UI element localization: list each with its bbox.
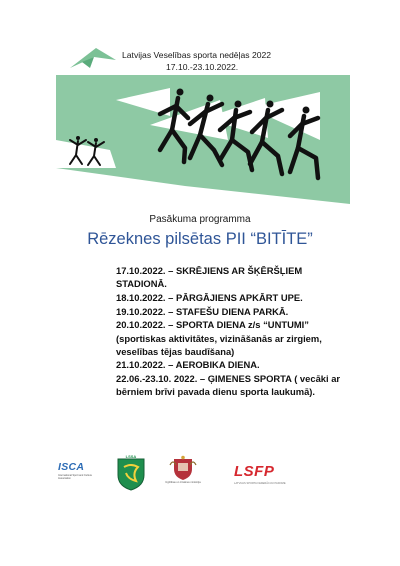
isca-logo-subtext: International Sport and Culture Association: [58, 474, 93, 480]
schedule-item: 18.10.2022. – PĀRGĀJIENS APKĀRT UPE.: [116, 291, 303, 303]
lsfp-logo: LSFP: [234, 463, 275, 480]
event-dates: 17.10.-23.10.2022.: [166, 62, 239, 72]
schedule-item: 20.10.2022. – SPORTA DIENA z/s “UNTUMI” (sportiskas aktivitātes, vizināšanās ar zirgiem, veselības tējas baudīšana): [116, 319, 322, 357]
isca-logo: [58, 461, 98, 480]
ministry-coat-of-arms-icon: [168, 455, 198, 481]
school-name: Rēzeknes pilsētas PII “BITĪTE”: [87, 230, 313, 248]
schedule-item: 19.10.2022. – STAFEŠU DIENA PARKĀ.: [116, 305, 289, 317]
event-title: Latvijas Veselības sporta nedēļas 2022: [122, 50, 272, 60]
lssa-logo-icon: [116, 455, 146, 491]
ministry-logo-subtext: Izglītības un zinātnes ministrija: [165, 481, 201, 484]
lsfp-logo-subtext: LATVIJAS SPORTA FEDERĀCIJU PADOME: [234, 482, 286, 485]
banner-illustration: [0, 75, 400, 207]
schedule-item: 22.06.-23.10. 2022. – ĢIMENES SPORTA ( vecāki ar bērniem brīvi pavada dienu sporta laukumā).: [116, 373, 341, 398]
lssa-logo-text: LSSA: [125, 455, 137, 459]
isca-logo-text: ISCA: [58, 461, 85, 473]
schedule-item: 17.10.2022. – SKRĒJIENS AR ŠĶĒRŠĻIEM STADIONĀ.: [116, 265, 303, 290]
program-label: Pasākuma programma: [149, 214, 251, 225]
schedule-item: 21.10.2022. – AEROBIKA DIENA.: [116, 359, 260, 371]
event-logo-icon: [70, 48, 116, 68]
schedule-list: [116, 264, 348, 399]
sponsor-logos: [58, 455, 308, 495]
